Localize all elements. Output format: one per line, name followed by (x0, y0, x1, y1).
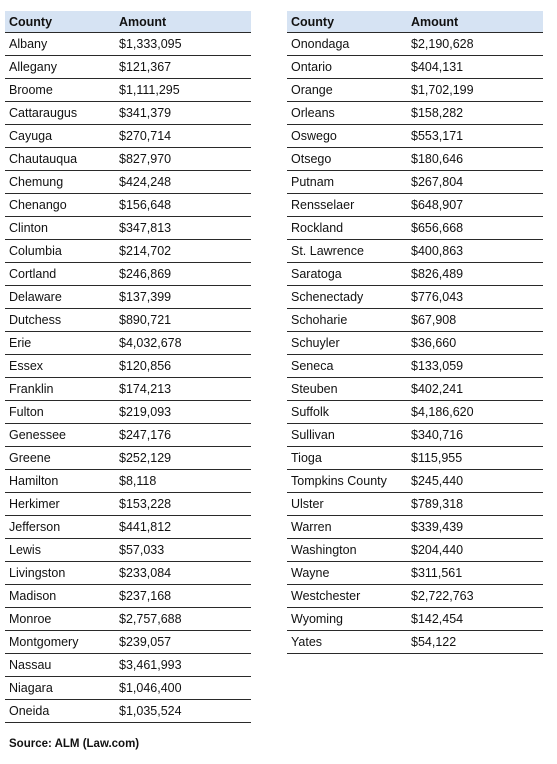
county-cell: Schenectady (287, 286, 407, 309)
amount-cell: $204,440 (407, 539, 543, 562)
table-row (287, 424, 543, 447)
table-row (5, 194, 251, 217)
amount-cell: $2,757,688 (115, 608, 251, 631)
county-cell: Putnam (287, 171, 407, 194)
amount-cell: $2,722,763 (407, 585, 543, 608)
county-cell: Westchester (287, 585, 407, 608)
table-row (287, 355, 543, 378)
county-cell: Greene (5, 447, 115, 470)
amount-cell: $4,032,678 (115, 332, 251, 355)
table-row (287, 447, 543, 470)
amount-cell: $246,869 (115, 263, 251, 286)
amount-cell: $252,129 (115, 447, 251, 470)
table-row (5, 700, 251, 723)
table-row (287, 631, 543, 654)
amount-cell: $54,122 (407, 631, 543, 654)
amount-cell: $142,454 (407, 608, 543, 631)
table-row (5, 240, 251, 263)
table-row (287, 240, 543, 263)
table-row (5, 309, 251, 332)
county-cell: Oswego (287, 125, 407, 148)
table-row (287, 493, 543, 516)
table-row (5, 677, 251, 700)
table-row (287, 608, 543, 631)
amount-cell: $1,702,199 (407, 79, 543, 102)
county-cell: Wyoming (287, 608, 407, 631)
amount-cell: $339,439 (407, 516, 543, 539)
amount-cell: $400,863 (407, 240, 543, 263)
county-cell: Cayuga (5, 125, 115, 148)
amount-cell: $789,318 (407, 493, 543, 516)
table-row (5, 217, 251, 240)
county-cell: Nassau (5, 654, 115, 677)
amount-cell: $341,379 (115, 102, 251, 125)
county-cell: Niagara (5, 677, 115, 700)
amount-cell: $311,561 (407, 562, 543, 585)
county-cell: Albany (5, 33, 115, 56)
county-cell: Suffolk (287, 401, 407, 424)
table-row (287, 309, 543, 332)
amount-cell: $1,333,095 (115, 33, 251, 56)
amount-cell: $67,908 (407, 309, 543, 332)
table-row (287, 332, 543, 355)
table-row (5, 33, 251, 56)
county-cell: Onondaga (287, 33, 407, 56)
county-cell: Warren (287, 516, 407, 539)
table-row (5, 263, 251, 286)
county-cell: Livingston (5, 562, 115, 585)
table-row (5, 401, 251, 424)
county-cell: Broome (5, 79, 115, 102)
county-cell: Jefferson (5, 516, 115, 539)
table-row (287, 171, 543, 194)
table-row (5, 102, 251, 125)
table-row (5, 171, 251, 194)
amount-column-header: Amount (407, 11, 543, 33)
county-cell: Washington (287, 539, 407, 562)
county-cell: Cattaraugus (5, 102, 115, 125)
table-row (5, 447, 251, 470)
county-cell: Wayne (287, 562, 407, 585)
amount-cell: $156,648 (115, 194, 251, 217)
table-row (287, 585, 543, 608)
county-cell: Hamilton (5, 470, 115, 493)
amount-cell: $648,907 (407, 194, 543, 217)
amount-cell: $826,489 (407, 263, 543, 286)
amount-cell: $441,812 (115, 516, 251, 539)
amount-cell: $121,367 (115, 56, 251, 79)
county-amount-table-right (287, 11, 543, 654)
county-cell: Genessee (5, 424, 115, 447)
table-row (287, 401, 543, 424)
amount-cell: $153,228 (115, 493, 251, 516)
county-cell: Cortland (5, 263, 115, 286)
table-header-row (5, 11, 251, 33)
county-column-header: County (287, 11, 407, 33)
county-cell: Rockland (287, 217, 407, 240)
county-cell: Steuben (287, 378, 407, 401)
table-row (5, 332, 251, 355)
amount-cell: $219,093 (115, 401, 251, 424)
county-cell: Delaware (5, 286, 115, 309)
amount-cell: $36,660 (407, 332, 543, 355)
county-cell: Chenango (5, 194, 115, 217)
amount-cell: $347,813 (115, 217, 251, 240)
table-row (287, 33, 543, 56)
county-cell: Allegany (5, 56, 115, 79)
amount-cell: $776,043 (407, 286, 543, 309)
amount-cell: $1,035,524 (115, 700, 251, 723)
amount-cell: $656,668 (407, 217, 543, 240)
table-row (287, 516, 543, 539)
county-cell: Madison (5, 585, 115, 608)
table-row (287, 470, 543, 493)
table-row (5, 539, 251, 562)
county-cell: Essex (5, 355, 115, 378)
table-row (287, 562, 543, 585)
county-cell: Otsego (287, 148, 407, 171)
table-row (5, 286, 251, 309)
amount-cell: $247,176 (115, 424, 251, 447)
county-cell: Columbia (5, 240, 115, 263)
amount-cell: $3,461,993 (115, 654, 251, 677)
county-cell: Franklin (5, 378, 115, 401)
county-cell: Chemung (5, 171, 115, 194)
amount-cell: $890,721 (115, 309, 251, 332)
amount-cell: $270,714 (115, 125, 251, 148)
table-row (5, 608, 251, 631)
amount-cell: $120,856 (115, 355, 251, 378)
county-cell: St. Lawrence (287, 240, 407, 263)
amount-cell: $404,131 (407, 56, 543, 79)
table-row (5, 631, 251, 654)
table-row (287, 125, 543, 148)
amount-cell: $553,171 (407, 125, 543, 148)
county-cell: Tompkins County (287, 470, 407, 493)
table-row (5, 125, 251, 148)
amount-cell: $1,046,400 (115, 677, 251, 700)
county-cell: Saratoga (287, 263, 407, 286)
amount-cell: $245,440 (407, 470, 543, 493)
table-row (5, 355, 251, 378)
county-cell: Sullivan (287, 424, 407, 447)
amount-cell: $8,118 (115, 470, 251, 493)
county-cell: Schoharie (287, 309, 407, 332)
county-cell: Oneida (5, 700, 115, 723)
table-row (5, 585, 251, 608)
table-row (5, 424, 251, 447)
table-row (287, 56, 543, 79)
county-cell: Chautauqua (5, 148, 115, 171)
county-cell: Dutchess (5, 309, 115, 332)
county-cell: Orange (287, 79, 407, 102)
table-row (5, 378, 251, 401)
table-row (287, 286, 543, 309)
county-column-header: County (5, 11, 115, 33)
table-row (287, 194, 543, 217)
table-row (5, 493, 251, 516)
amount-cell: $267,804 (407, 171, 543, 194)
amount-cell: $133,059 (407, 355, 543, 378)
table-row (287, 148, 543, 171)
county-cell: Fulton (5, 401, 115, 424)
table-row (5, 79, 251, 102)
county-cell: Schuyler (287, 332, 407, 355)
county-amount-table-left (5, 11, 251, 723)
county-cell: Seneca (287, 355, 407, 378)
table-row (287, 217, 543, 240)
table-row (287, 79, 543, 102)
amount-cell: $1,111,295 (115, 79, 251, 102)
amount-cell: $2,190,628 (407, 33, 543, 56)
county-cell: Ulster (287, 493, 407, 516)
county-cell: Montgomery (5, 631, 115, 654)
amount-cell: $214,702 (115, 240, 251, 263)
amount-cell: $174,213 (115, 378, 251, 401)
county-cell: Clinton (5, 217, 115, 240)
amount-cell: $115,955 (407, 447, 543, 470)
table-row (287, 263, 543, 286)
county-cell: Herkimer (5, 493, 115, 516)
table-row (5, 516, 251, 539)
amount-column-header: Amount (115, 11, 251, 33)
amount-cell: $137,399 (115, 286, 251, 309)
county-cell: Rensselaer (287, 194, 407, 217)
amount-cell: $340,716 (407, 424, 543, 447)
amount-cell: $180,646 (407, 148, 543, 171)
amount-cell: $158,282 (407, 102, 543, 125)
table-row (287, 102, 543, 125)
amount-cell: $424,248 (115, 171, 251, 194)
table-row (5, 148, 251, 171)
county-cell: Lewis (5, 539, 115, 562)
county-cell: Monroe (5, 608, 115, 631)
table-row (5, 562, 251, 585)
amount-cell: $57,033 (115, 539, 251, 562)
amount-cell: $239,057 (115, 631, 251, 654)
table-row (5, 470, 251, 493)
county-cell: Yates (287, 631, 407, 654)
table-row (287, 378, 543, 401)
county-cell: Erie (5, 332, 115, 355)
source-note: Source: ALM (Law.com) (9, 738, 140, 750)
amount-cell: $402,241 (407, 378, 543, 401)
table-row (5, 56, 251, 79)
amount-cell: $237,168 (115, 585, 251, 608)
county-cell: Tioga (287, 447, 407, 470)
table-row (5, 654, 251, 677)
amount-cell: $827,970 (115, 148, 251, 171)
county-cell: Ontario (287, 56, 407, 79)
table-row (287, 539, 543, 562)
county-cell: Orleans (287, 102, 407, 125)
amount-cell: $4,186,620 (407, 401, 543, 424)
table-header-row (287, 11, 543, 33)
amount-cell: $233,084 (115, 562, 251, 585)
